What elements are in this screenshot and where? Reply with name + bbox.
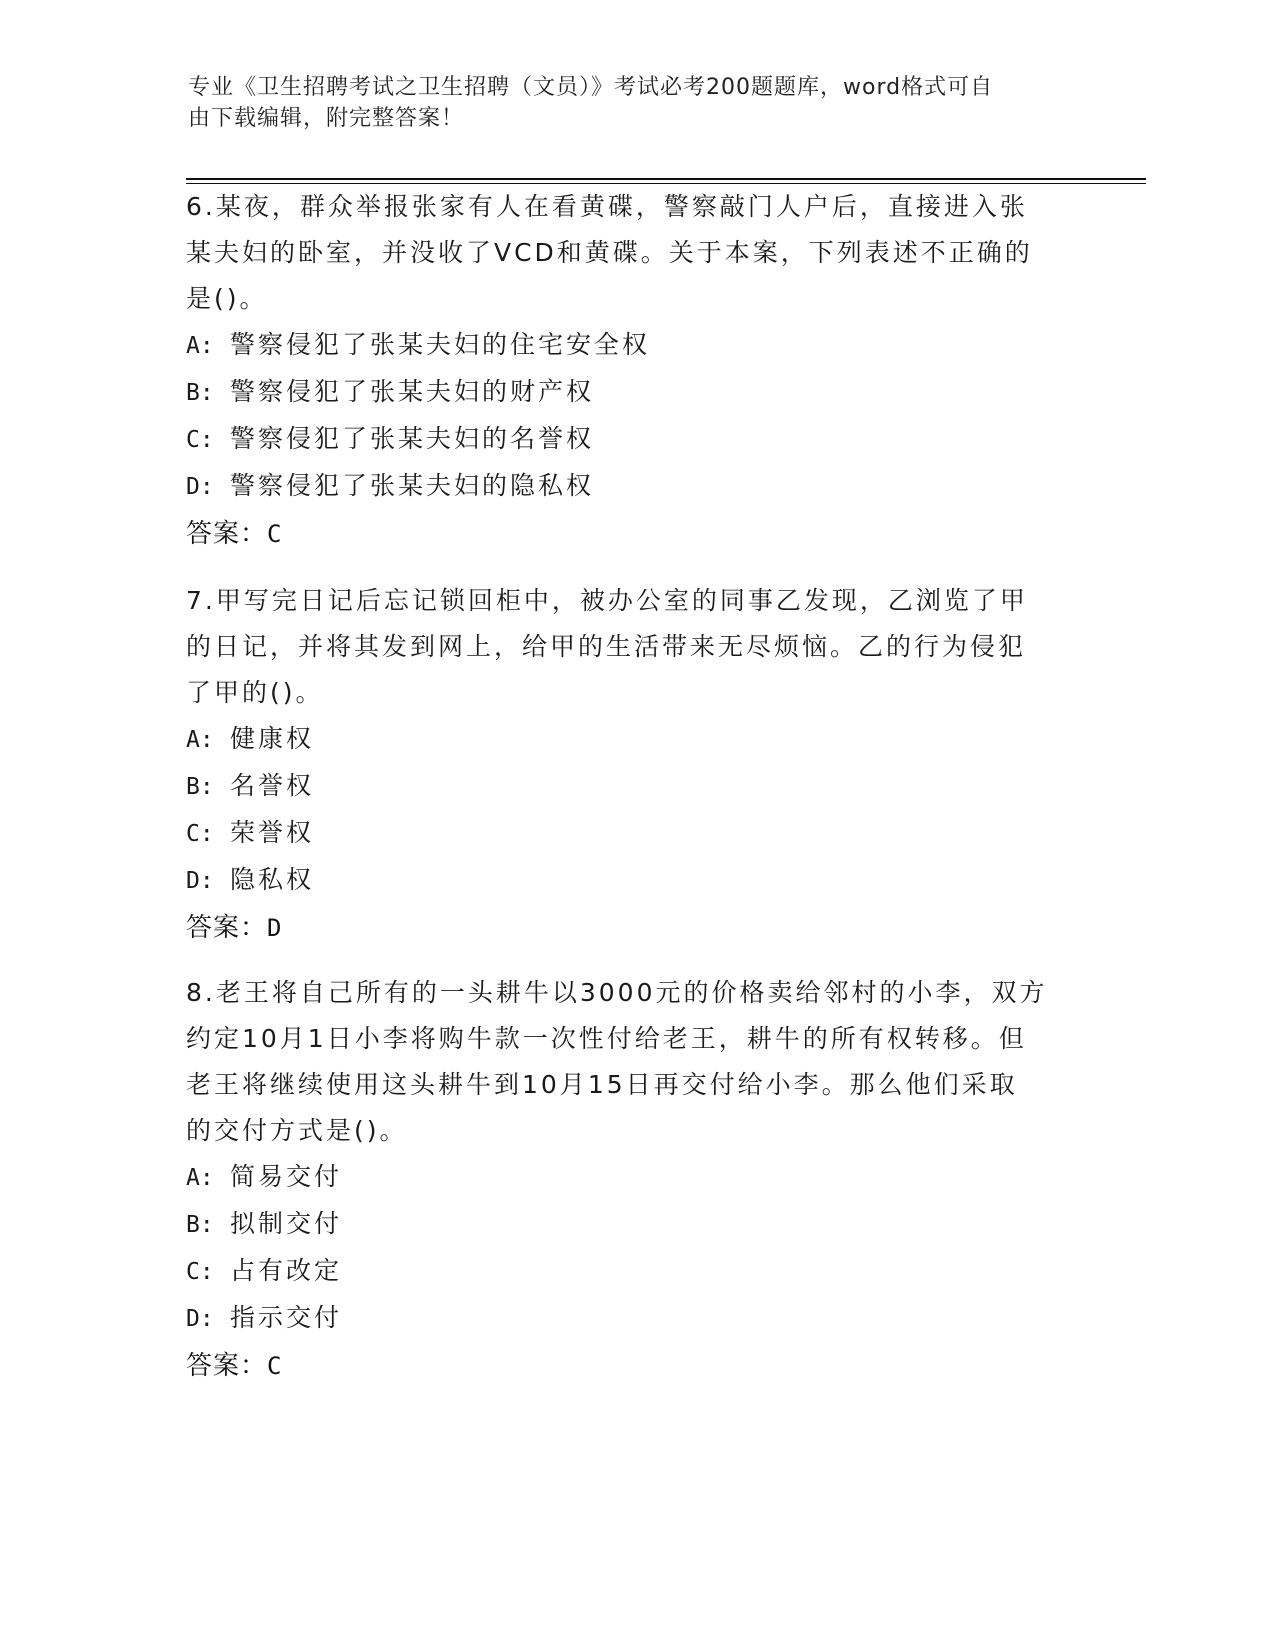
option-b: [186, 369, 1066, 416]
option-a: [186, 716, 1066, 763]
option-text: 拟制交付: [230, 1209, 343, 1238]
option-b: [186, 763, 1066, 810]
option-text: 占有改定: [230, 1256, 343, 1285]
option-text: 警察侵犯了张某夫妇的住宅安全权: [230, 330, 651, 359]
option-key: C:: [186, 1259, 214, 1285]
option-a: [186, 322, 1066, 369]
option-c: [186, 416, 1066, 463]
question-stem-line: 7.甲写完日记后忘记锁回柜中，被办公室的同事乙发现，乙浏览了甲: [186, 586, 1028, 615]
option-a: [186, 1154, 1066, 1201]
option-d: [186, 463, 1066, 510]
option-text: 荣誉权: [230, 818, 315, 847]
answer: [186, 1342, 1066, 1390]
option-key: A:: [186, 1165, 214, 1191]
option-c: [186, 1248, 1066, 1295]
question-stem-line: 6.某夜，群众举报张家有人在看黄碟，警察敲门人户后，直接进入张: [186, 192, 1028, 221]
answer-label: 答案：: [186, 519, 268, 549]
option-key: B:: [186, 1212, 214, 1238]
question-stem-line: 的日记，并将其发到网上，给甲的生活带来无尽烦恼。乙的行为侵犯: [186, 632, 1027, 661]
question-stem-line: 8.老王将自己所有的一头耕牛以3000元的价格卖给邻村的小李，双方: [186, 978, 1048, 1007]
question-stem-line: 了甲的()。: [186, 678, 324, 707]
header-line-1: 专业《卫生招聘考试之卫生招聘（文员）》考试必考200题题库，word格式可自: [188, 75, 994, 100]
answer-label: 答案：: [186, 913, 268, 943]
option-text: 警察侵犯了张某夫妇的名誉权: [230, 424, 595, 453]
option-text: 隐私权: [230, 865, 315, 894]
option-d: [186, 857, 1066, 904]
option-text: 警察侵犯了张某夫妇的财产权: [230, 377, 595, 406]
option-text: 警察侵犯了张某夫妇的隐私权: [230, 471, 595, 500]
option-key: A:: [186, 333, 214, 359]
option-b: [186, 1201, 1066, 1248]
option-key: B:: [186, 774, 214, 800]
option-key: D:: [186, 1306, 214, 1332]
option-key: C:: [186, 427, 214, 453]
header-divider: [186, 178, 1146, 180]
answer-label: 答案：: [186, 1351, 268, 1381]
answer-value: D: [267, 914, 283, 942]
option-text: 简易交付: [230, 1162, 343, 1191]
option-c: [186, 810, 1066, 857]
answer-value: C: [267, 520, 283, 548]
answer: [186, 904, 1066, 952]
question-stem-line: 老王将继续使用这头耕牛到10月15日再交付给小李。那么他们采取: [186, 1070, 1018, 1099]
document-header: [188, 72, 1088, 134]
answer-value: C: [267, 1352, 283, 1380]
option-key: B:: [186, 380, 214, 406]
question-stem-line: 是()。: [186, 284, 268, 313]
option-text: 指示交付: [230, 1303, 343, 1332]
question-7: [186, 578, 1066, 952]
answer: [186, 510, 1066, 558]
question-8: [186, 970, 1066, 1390]
question-stem-line: 某夫妇的卧室，并没收了VCD和黄碟。关于本案，下列表述不正确的: [186, 238, 1033, 267]
option-key: D:: [186, 868, 214, 894]
option-key: A:: [186, 727, 214, 753]
option-text: 名誉权: [230, 771, 315, 800]
option-key: D:: [186, 474, 214, 500]
option-key: C:: [186, 821, 214, 847]
question-stem-line: 的交付方式是()。: [186, 1116, 408, 1145]
header-line-2: 由下载编辑，附完整答案！: [188, 106, 465, 131]
option-d: [186, 1295, 1066, 1342]
question-stem-line: 约定10月1日小李将购牛款一次性付给老王，耕牛的所有权转移。但: [186, 1024, 1027, 1053]
question-6: [186, 184, 1066, 558]
option-text: 健康权: [230, 724, 315, 753]
